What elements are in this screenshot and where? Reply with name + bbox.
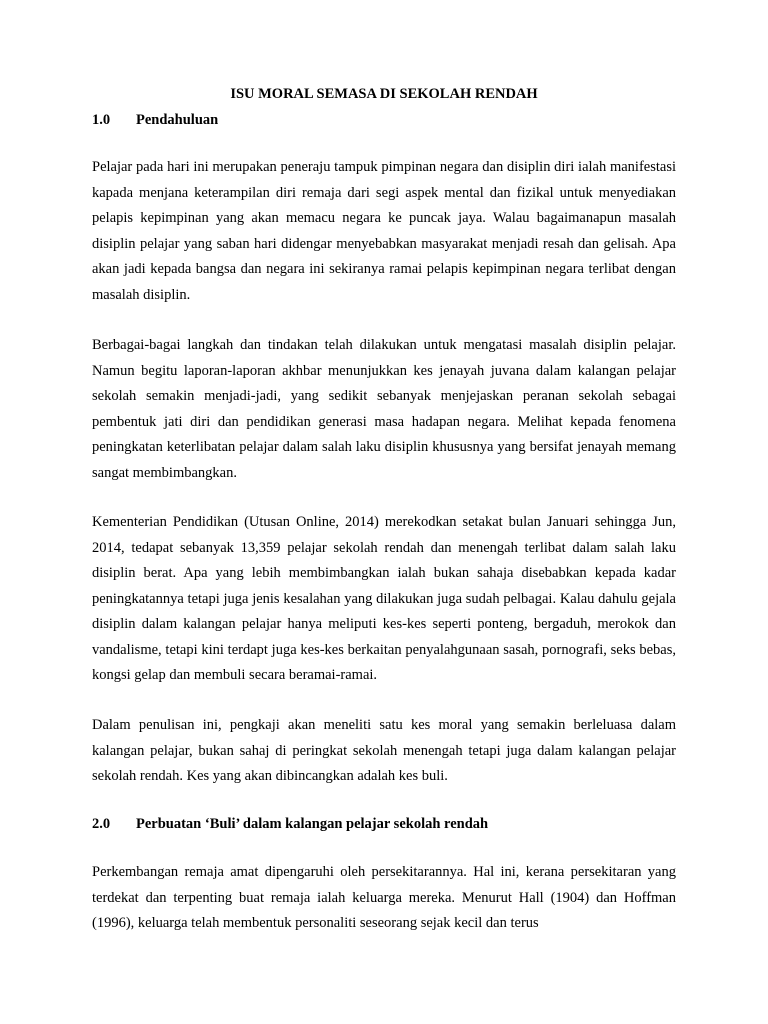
paragraph: Pelajar pada hari ini merupakan peneraju tampuk pimpinan negara dan disiplin diri ialah manifestasi kapada menjana keterampilan diri remaja dari segi aspek mental dan fizikal untuk menyediakan pelapis kepimpinan yang akan memacu negara ke puncak jaya. Walau bagaimanapun masalah disiplin pelajar yang saban hari didengar menyebabkan masyarakat menjadi resah dan gelisah. Apa akan jadi kepada bangsa dan negara ini sekiranya ramai pelapis kepimpinan negara terlibat dengan masalah disiplin. bbox=[92, 159, 676, 303]
section-title: Pendahuluan bbox=[136, 112, 219, 128]
paragraph: Perkembangan remaja amat dipengaruhi oleh persekitarannya. Hal ini, kerana persekitaran yang terdekat dan terpenting buat remaja ialah keluarga mereka. Menurut Hall (1904) dan Hoffman (1996), keluarga telah membentuk personaliti seseorang sejak kecil dan terus bbox=[92, 864, 676, 931]
paragraph: Dalam penulisan ini, pengkaji akan meneliti satu kes moral yang semakin berleluasa dalam kalangan pelajar, bukan sahaj di peringkat sekolah menengah tetapi juga dalam kalangan pelajar sekolah rendah. Kes yang akan dibincangkan adalah kes buli. bbox=[92, 717, 676, 784]
section-heading-2 bbox=[92, 814, 676, 834]
section-number: 1.0 bbox=[92, 112, 111, 128]
paragraph: Berbagai-bagai langkah dan tindakan telah dilakukan untuk mengatasi masalah disiplin pelajar. Namun begitu laporan-laporan akhbar menunjukkan kes jenayah juvana dalam kalangan pelajar sekolah semakin menjadi-jadi, yang sedikit sebanyak menjejaskan peranan sekolah sebagai pembentuk jati diri dan pendidikan generasi masa hadapan negara. Melihat kepada fenomena peningkatan keterlibatan pelajar dalam salah laku disiplin khususnya yang bersifat jenayah memang sangat membimbangkan. bbox=[92, 337, 676, 481]
section-heading-1 bbox=[92, 110, 676, 130]
document-title: ISU MORAL SEMASA DI SEKOLAH RENDAH bbox=[230, 86, 538, 102]
paragraph: Kementerian Pendidikan (Utusan Online, 2014) merekodkan setakat bulan Januari sehingga Jun, 2014, tedapat sebanyak 13,359 pelajar sekolah rendah dan menengah terlibat dalam salah laku disiplin berat. Apa yang lebih membimbangkan ialah bukan sahaja disebabkan kepada kadar peningkatannya tetapi juga jenis kesalahan yang dilakukan juga sudah pelbagai. Kalau dahulu gejala disiplin dalam kalangan pelajar hanya meliputi kes-kes seperti ponteng, bergaduh, merokok dan vandalisme, tetapi kini terdapt juga kes-kes berkaitan penyalahgunaan sasah, pornografi, seks bebas, kongsi gelap dan membuli secara beramai-ramai. bbox=[92, 514, 676, 683]
section-number: 2.0 bbox=[92, 816, 111, 832]
section-title: Perbuatan ‘Buli’ dalam kalangan pelajar sekolah rendah bbox=[136, 816, 489, 832]
